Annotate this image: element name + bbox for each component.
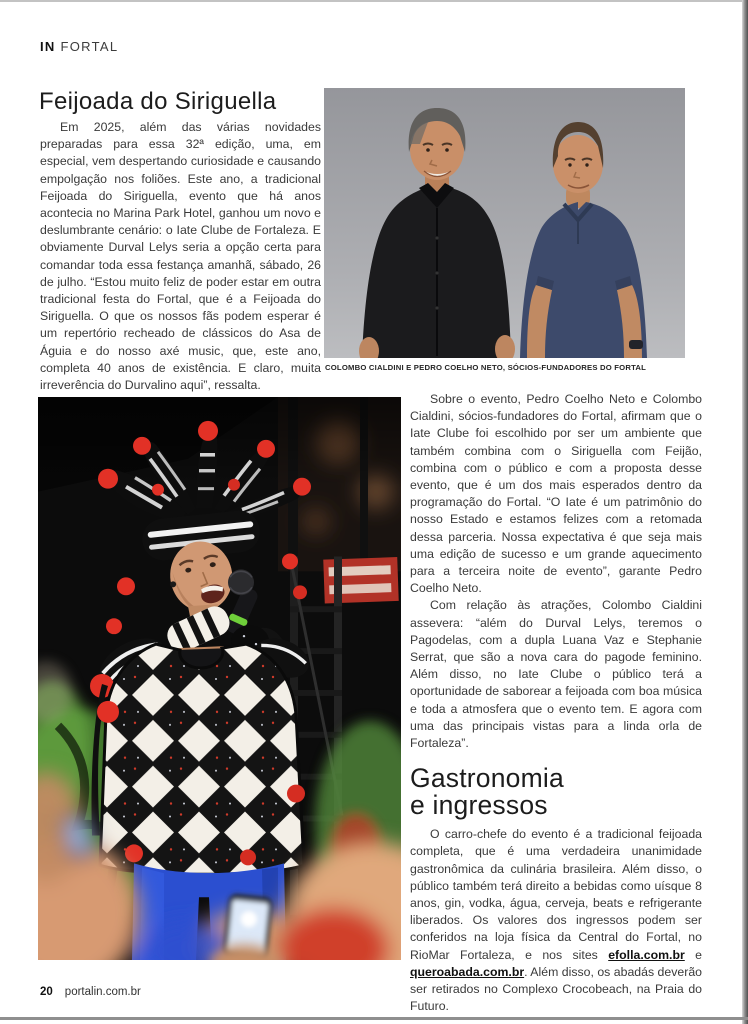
performer-photo-illustration — [38, 397, 401, 960]
page-footer — [40, 986, 141, 998]
article-paragraph-2: Sobre o evento, Pedro Coelho Neto e Colombo Cialdini, sócios-fundadores do Fortal, afirmam que o Iate Clube foi escolhido por ser um ambiente que também combina com o Siriguella com Feijão, combina com o público e com a proposta desse evento, que é um dos mais esperados dentro da programação do Fortal. “O Iate é um patrimônio do nosso Estado e estamos felizes com a retomada dessa parceria. Nossa expectativa é que seja mais uma edição de sucesso e um grande aquecimento para a terceira noite de evento”, garante Pedro Coelho Neto. — [410, 392, 702, 596]
link-efolla[interactable]: efolla.com.br — [608, 947, 685, 962]
site-url: portalin.com.br — [64, 986, 141, 998]
section-header — [40, 39, 118, 54]
page-edge-top — [0, 0, 748, 2]
page-edge-right — [742, 0, 748, 1024]
page-number: 20 — [40, 986, 53, 998]
article-paragraph-3: Com relação às atrações, Colombo Cialdini assevera: “além do Durval Lelys, teremos o Pagodelas, com a dupla Luana Vaz e Stephanie Serrat, que são a nova cara do pagode feminino. Além disso, no Iate Clube o público terá a oportunidade de saborear a feijoada com boa música e toda a atmosfera que o evento tem. E agora com uma das principais vistas para a linda orla de Fortaleza”. — [410, 598, 702, 751]
founders-photo — [324, 88, 685, 358]
founders-photo-caption: COLOMBO CIALDINI E PEDRO COELHO NETO, SÓCIOS-FUNDADORES DO FORTAL — [325, 363, 647, 372]
founders-photo-illustration — [324, 88, 685, 358]
article-paragraph-1: Em 2025, além das várias novidades preparadas para essa 32ª edição, uma, em especial, vem despertando curiosidade e causando empolgação nos foliões. Este ano, a tradicional Feijoada do Siriguella, evento que há anos acontecia no Marina Park Hotel, ganhou um novo e deslumbrante cenário: o Iate Clube de Fortaleza. E obviamente Durval Lelys seria a opção certa para comandar toda essa festança amanhã, sábado, 26 de julho. “Estou muito feliz de poder estar em outra tradicional festa do Fortal, que é a Feijoada do Siriguella. O que os nossos fãs podem esperar é um repertório recheado de clássicos do Asa de Águia e do nosso axé music, que, este ano, completa 40 anos de existência. E claro, muita irreverência do Durvalino aqui”, ressalta. — [40, 120, 321, 393]
page-edge-bottom — [0, 1017, 748, 1020]
paragraph4-text-pre: O carro-chefe do evento é a tradicional feijoada completa, que é uma verdadeira unanimidade gastronômica da culinária brasileira. Além disso, o público também terá direito a bebidas como uísque 8 anos, gin, vodka, água, cerveja, beats e refrigerante liberados. Os valores dos ingressos podem ser conferidos na loja física da Central do Fortal, no RioMar Fortaleza, e nos sites — [410, 827, 702, 962]
section-title-line2: e ingressos — [410, 790, 548, 821]
paragraph4-text-mid: e — [684, 947, 702, 962]
masthead-in-label: IN — [40, 39, 56, 54]
paragraph4-text-post: . Além disso, os abadás deverão ser retirados no Complexo Crocobeach, na Praia do Futuro. — [410, 964, 702, 1014]
performer-photo — [38, 397, 401, 960]
harlequin-vest — [100, 644, 304, 874]
link-queroabada[interactable]: queroabada.com.br — [410, 964, 525, 979]
article-title: Feijoada do Siriguella — [39, 88, 277, 115]
article-paragraph-4 — [410, 826, 702, 1015]
masthead-fortal-label: FORTAL — [60, 39, 119, 54]
section-title-gastronomia — [410, 765, 702, 819]
section-title-line1: Gastronomia — [410, 763, 564, 794]
right-column — [410, 391, 702, 1016]
